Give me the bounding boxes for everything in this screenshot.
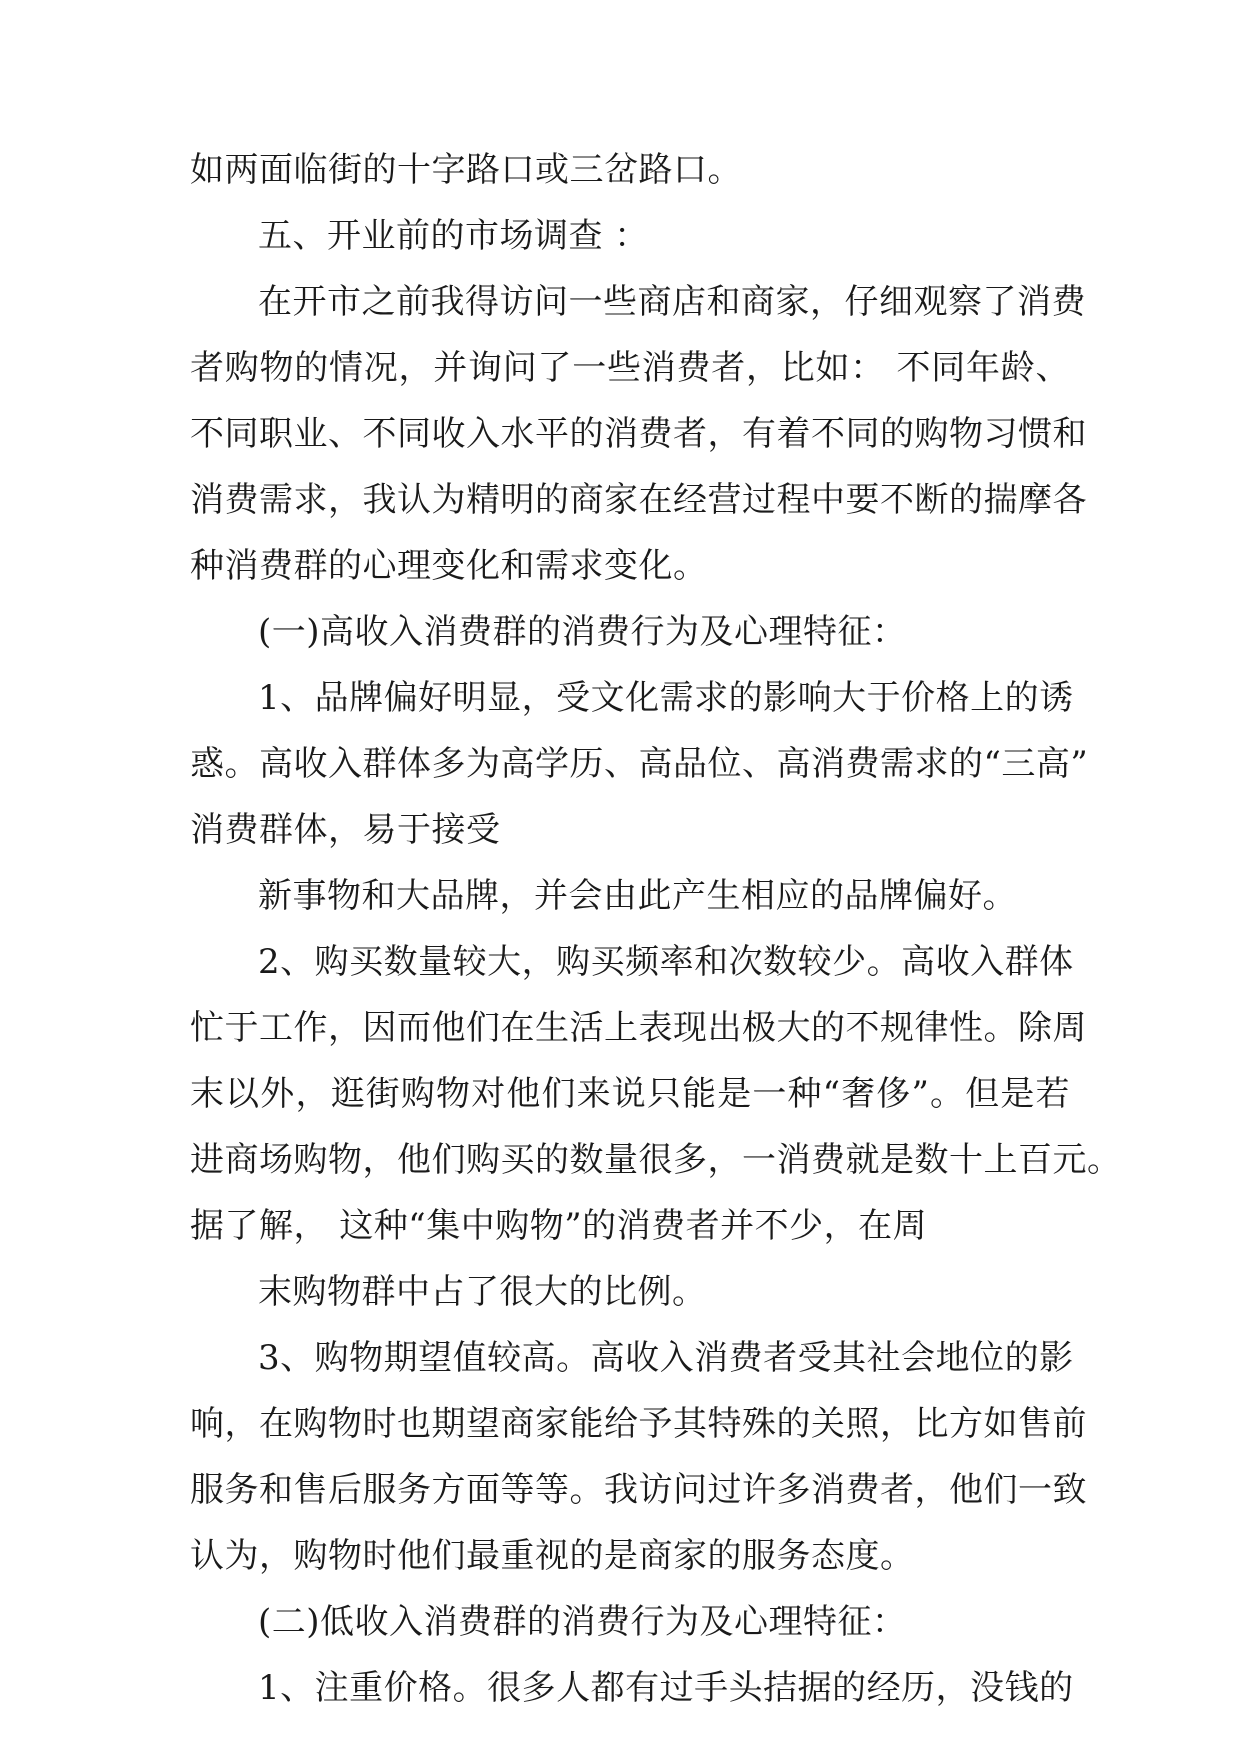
subsection-heading: (一)高收入消费群的消费行为及心理特征： [258, 612, 907, 652]
text-line: 进商场购物，他们购买的数量很多，一消费就是数十上百元。 [190, 1140, 1122, 1180]
text-line: 2、购买数量较大，购买频率和次数较少。高收入群体 [258, 942, 1074, 982]
text-line: 消费需求，我认为精明的商家在经营过程中要不断的揣摩各 [190, 480, 1087, 520]
text-line: 1、注重价格。很多人都有过手头拮据的经历，没钱的 [258, 1668, 1074, 1708]
text-line: 末购物群中占了很大的比例。 [258, 1272, 707, 1312]
subsection-heading: (二)低收入消费群的消费行为及心理特征： [258, 1602, 907, 1642]
text-line: 1、品牌偏好明显，受文化需求的影响大于价格上的诱 [258, 678, 1074, 718]
text-line: 在开市之前我得访问一些商店和商家，仔细观察了消费 [258, 282, 1086, 322]
section-heading: 五、开业前的市场调查 ： [258, 216, 649, 256]
text-line: 种消费群的心理变化和需求变化。 [190, 546, 708, 586]
text-line: 如两面临街的十字路口或三岔路口。 [190, 150, 742, 190]
text-line: 者购物的情况，并询问了一些消费者，比如： 不同年龄、 [190, 348, 1070, 388]
text-line: 不同职业、不同收入水平的消费者，有着不同的购物习惯和 [190, 414, 1087, 454]
text-line: 消费群体，易于接受 [190, 810, 501, 850]
text-line: 惑。高收入群体多为高学历、高品位、高消费需求的“三高” [190, 744, 1089, 784]
text-line: 据了解， 这种“集中购物”的消费者并不少，在周 [190, 1206, 928, 1246]
text-line: 响，在购物时也期望商家能给予其特殊的关照，比方如售前 [190, 1404, 1087, 1444]
text-line: 忙于工作，因而他们在生活上表现出极大的不规律性。除周 [190, 1008, 1087, 1048]
text-line: 认为，购物时他们最重视的是商家的服务态度。 [190, 1536, 915, 1576]
text-line: 新事物和大品牌，并会由此产生相应的品牌偏好。 [258, 876, 1017, 916]
text-line: 服务和售后服务方面等等。我访问过许多消费者，他们一致 [190, 1470, 1087, 1510]
text-line: 末以外，逛街购物对他们来说只能是一种“奢侈”。但是若 [190, 1074, 1070, 1114]
text-line: 3、购物期望值较高。高收入消费者受其社会地位的影 [258, 1338, 1074, 1378]
